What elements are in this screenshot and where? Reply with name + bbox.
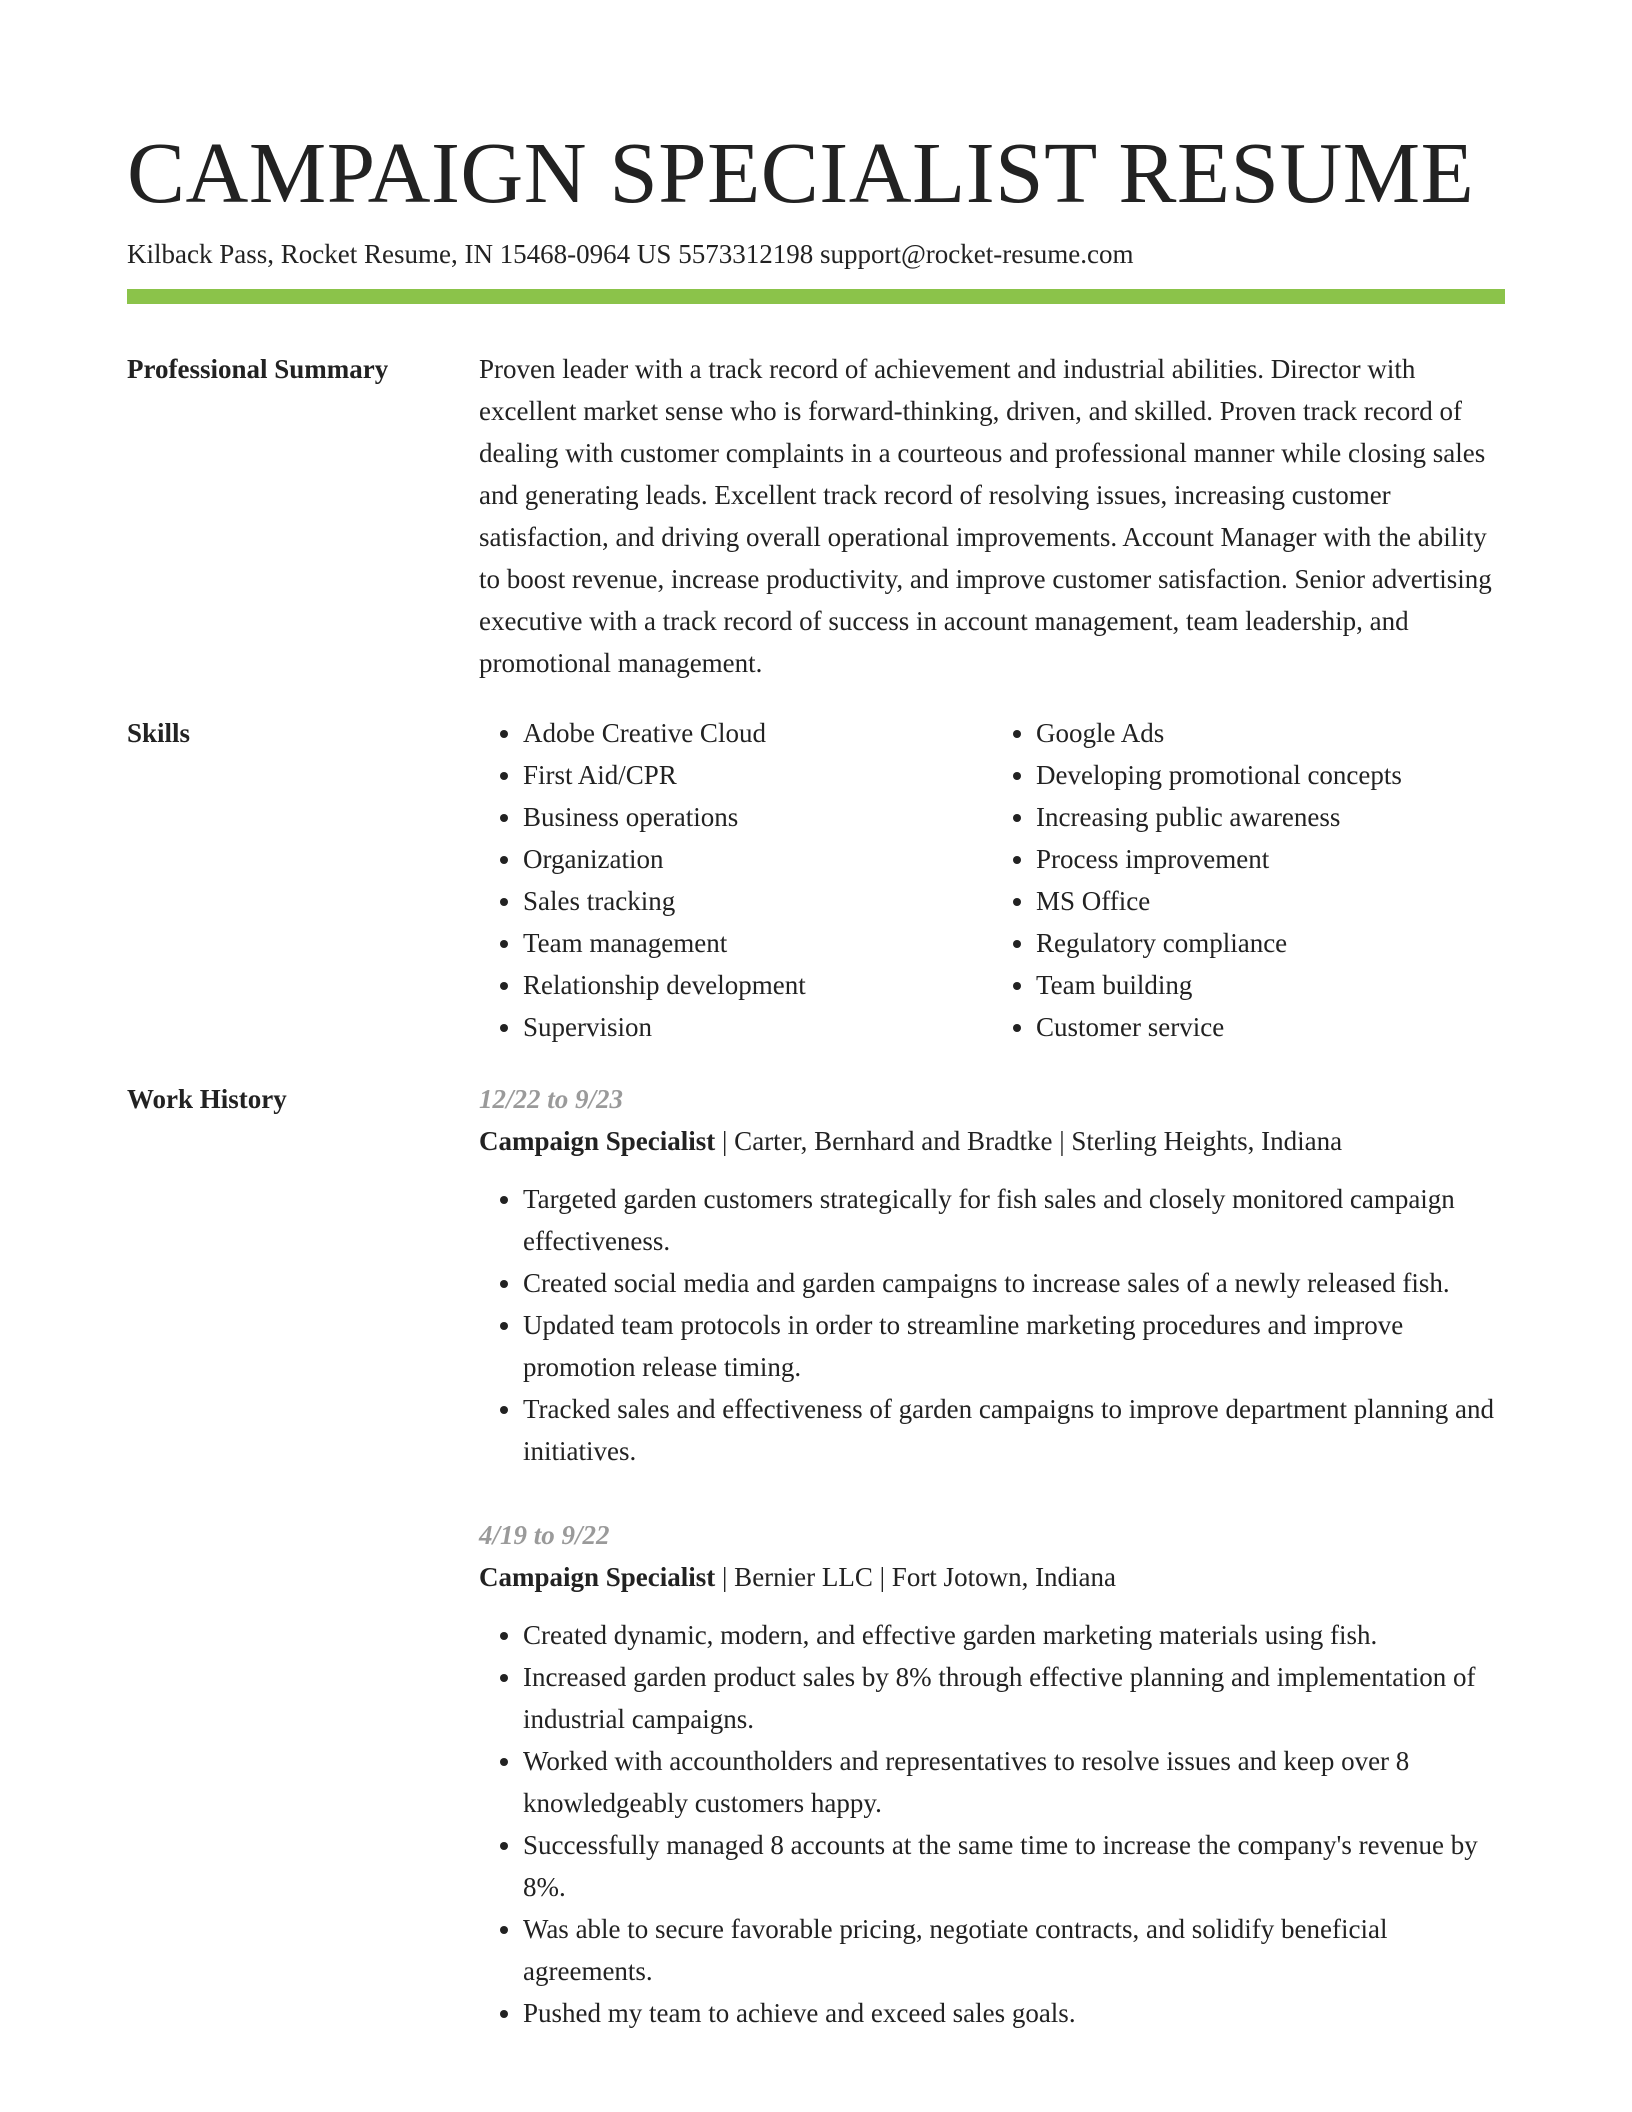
page-title: CAMPAIGN SPECIALIST RESUME xyxy=(127,124,1475,221)
job-details: | Bernier LLC | Fort Jotown, Indiana xyxy=(715,1562,1117,1592)
skill-item: • Regulatory compliance xyxy=(1036,922,1505,964)
skill-item: • Team building xyxy=(1036,964,1505,1006)
job-bullet: • Worked with accountholders and representatives to resolve issues and keep over 8 knowledgeably customers happy. xyxy=(523,1740,1505,1824)
skill-item: • First Aid/CPR xyxy=(523,754,992,796)
section-label: Skills xyxy=(127,718,191,748)
skill-item: • Increasing public awareness xyxy=(1036,796,1505,838)
job-entry xyxy=(479,1078,1505,1472)
skill-item: • Process improvement xyxy=(1036,838,1505,880)
job-bullets xyxy=(479,1614,1505,2034)
contact-line: Kilback Pass, Rocket Resume, IN 15468-0964 US 5573312198 support@rocket-resume.com xyxy=(127,239,1134,269)
job-bullet: • Increased garden product sales by 8% through effective planning and implementation of industrial campaigns. xyxy=(523,1656,1505,1740)
skill-item: • Supervision xyxy=(523,1006,992,1048)
job-bullet: • Created social media and garden campaigns to increase sales of a newly released fish. xyxy=(523,1262,1505,1304)
job-title-line xyxy=(479,1120,1505,1162)
skill-item: • Organization xyxy=(523,838,992,880)
skill-item: • Relationship development xyxy=(523,964,992,1006)
skills-list-left xyxy=(479,712,992,1048)
skill-item: • MS Office xyxy=(1036,880,1505,922)
skill-item: • Developing promotional concepts xyxy=(1036,754,1505,796)
job-details: | Carter, Bernhard and Bradtke | Sterling Heights, Indiana xyxy=(715,1126,1343,1156)
skill-item: • Customer service xyxy=(1036,1006,1505,1048)
job-bullet: • Tracked sales and effectiveness of garden campaigns to improve department planning and initiatives. xyxy=(523,1388,1505,1472)
job-bullet: • Updated team protocols in order to streamline marketing procedures and improve promotion release timing. xyxy=(523,1304,1505,1388)
job-bullet: • Targeted garden customers strategically for fish sales and closely monitored campaign effectiveness. xyxy=(523,1178,1505,1262)
job-entry xyxy=(479,1514,1505,2034)
skill-item: • Team management xyxy=(523,922,992,964)
accent-divider xyxy=(127,289,1505,304)
job-bullet: • Was able to secure favorable pricing, negotiate contracts, and solidify beneficial agreements. xyxy=(523,1908,1505,1992)
skill-item: • Google Ads xyxy=(1036,712,1505,754)
job-bullet: • Successfully managed 8 accounts at the same time to increase the company's revenue by 8%. xyxy=(523,1824,1505,1908)
summary-text: Proven leader with a track record of achievement and industrial abilities. Director with excellent market sense who is forward-thinking, driven, and skilled. Proven track record of dealing with customer complaints in a courteous and professional manner while closing sales and generating leads. Excellent track record of resolving issues, increasing customer satisfaction, and driving overall operational improvements. Account Manager with the ability to boost revenue, increase productivity, and improve customer satisfaction. Senior advertising executive with a track record of success in account management, team leadership, and promotional management. xyxy=(479,354,1492,678)
job-bullets xyxy=(479,1178,1505,1472)
skill-item: • Adobe Creative Cloud xyxy=(523,712,992,754)
job-title-line xyxy=(479,1556,1505,1598)
section-label: Work History xyxy=(127,1084,287,1114)
skills-list-right xyxy=(992,712,1505,1048)
job-bullet: • Created dynamic, modern, and effective garden marketing materials using fish. xyxy=(523,1614,1505,1656)
skill-item: • Business operations xyxy=(523,796,992,838)
section-label: Professional Summary xyxy=(127,354,389,384)
resume-header xyxy=(127,118,1505,304)
job-dates: 12/22 to 9/23 xyxy=(479,1084,624,1114)
job-role: Campaign Specialist xyxy=(479,1126,716,1156)
job-bullet: • Pushed my team to achieve and exceed sales goals. xyxy=(523,1992,1505,2034)
job-role: Campaign Specialist xyxy=(479,1562,716,1592)
job-dates: 4/19 to 9/22 xyxy=(479,1520,610,1550)
skill-item: • Sales tracking xyxy=(523,880,992,922)
